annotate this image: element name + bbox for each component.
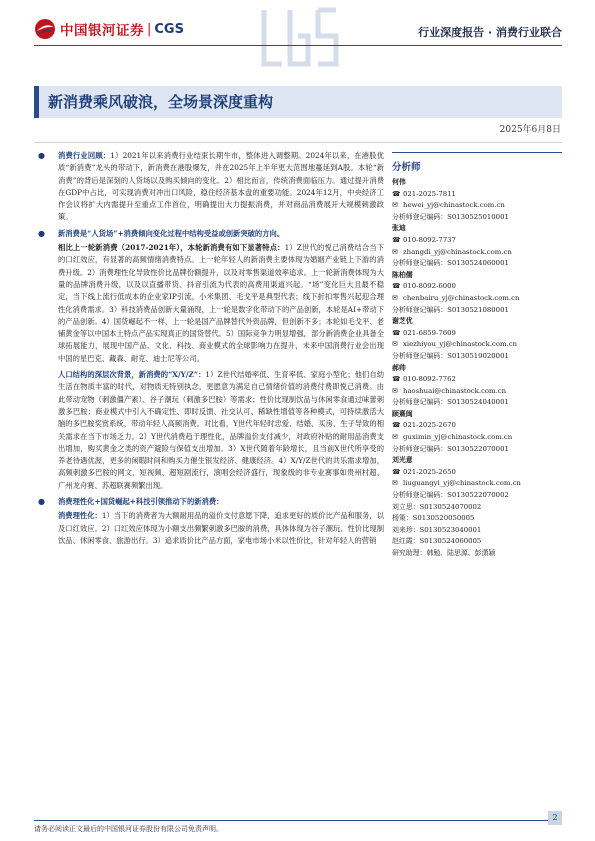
- phone-icon: ☎: [392, 421, 401, 430]
- phone-icon: ☎: [392, 328, 401, 337]
- section-industry-review: [34, 150, 384, 224]
- section-lead: 消费理性化+国货崛起+科技引领推动下的新消费：: [58, 497, 224, 507]
- subsection-text: 1）Z世代的悦己消费结合当下的口红效应，有显著的高频情绪消费特点。上一轮年轻人的新消费主要体现为婚姻产业链上下游的消费升级。2）消费理性化导致性价比品牌份额提升，以及对零售渠道效率追求。上一轮新消费体现为大量的品牌消费升级，以及以直播带货、抖音引流为代表的高费用渠道兴起。“场”变化巨大且最不稳定，当下线上流行低成本的企业家IP引流，小米集团、毛戈平是典型代表；线下折扣零售兴起迎合理性化消费需求。3）科技消费品创新大量涌现，上一轮是数字化带动下的产品创新，本轮是AI+带动下的产品创新。4）国货崛起不一样，上一轮是国产品牌替代外资品牌，但创新不多；本轮如毛戈平、老铺黄金等以中国本土特点产品实现真正的国货替代。5）国际竞争力明显增强，部分新消费企业具备全球拓展能力，展现中国产品、文化、科技、商业模式的全球影响力在提升，未来中国消费行业会出现中国的星巴克、藏森、耐克、迪士尼等公司。: [58, 243, 384, 363]
- analyst-name-row: [392, 223, 562, 235]
- analyst-registration-row: [392, 397, 562, 409]
- analyst-phone: 010-8092-7737: [403, 235, 456, 244]
- page-header: [0, 0, 595, 70]
- analyst-entry: [392, 455, 562, 501]
- subsection-comparison: [34, 242, 384, 365]
- additional-analysts: [392, 502, 562, 560]
- analyst-email-row: [392, 293, 562, 305]
- section-lead: 新消费是“人货场”+消费倾向变化过程中结构受益或创新突破的方向。: [58, 228, 285, 238]
- email-icon: ✉: [392, 479, 398, 488]
- email-icon: ✉: [392, 247, 398, 256]
- phone-icon: ☎: [392, 189, 401, 198]
- analyst-name-row: [392, 409, 562, 421]
- disclaimer-text: 请务必阅读正文最后的中国银河证券股份有限公司免责声明。: [34, 825, 223, 833]
- analyst-phone: 021-2025-7811: [403, 189, 456, 198]
- analyst-email[interactable]: liuguangyi_yj@chinastock.com.cn: [403, 479, 521, 488]
- analyst-phone: 010-8092-6000: [403, 282, 456, 291]
- analyst-email[interactable]: hewei_yj@chinastock.com.cn: [403, 201, 505, 210]
- email-icon: ✉: [392, 201, 398, 210]
- analyst-registration-row: [392, 305, 562, 317]
- analyst-heading: 分析师: [392, 162, 421, 173]
- analyst-extra-line: 刘立思：S0130524070002: [392, 502, 482, 511]
- logo-cn-text: 中国银河证券: [60, 23, 144, 39]
- subsection-lead: 消费理性化：: [58, 511, 102, 521]
- analyst-name: 谢芝优: [392, 317, 413, 326]
- subsection-lead: 人口结构的深层次背景，新消费的“X/Y/Z”：: [58, 370, 206, 380]
- analyst-entry: [392, 177, 562, 223]
- analyst-name: 张迪: [392, 224, 406, 233]
- analyst-phone-row: [392, 420, 562, 432]
- analyst-phone-row: [392, 189, 562, 201]
- subsection-rationalization: [34, 510, 384, 547]
- analyst-name: 郝帅: [392, 363, 406, 372]
- analyst-registration: 分析师登记编码：S0130522070002: [392, 491, 509, 500]
- analyst-registration: 分析师登记编码：S0130522070001: [392, 444, 509, 453]
- analyst-name: 何伟: [392, 178, 406, 186]
- report-date: 2025年6月8日: [499, 125, 561, 135]
- analyst-email[interactable]: guximin_yj@chinastock.com.cn: [403, 433, 513, 442]
- email-icon: ✉: [392, 433, 398, 442]
- analyst-email-row: [392, 247, 562, 259]
- phone-icon: ☎: [392, 282, 401, 291]
- subsection-lead: 相比上一轮新消费（2017-2021年），本轮新消费有如下显著特点：: [58, 243, 285, 253]
- analyst-registration-row: [392, 212, 562, 224]
- analyst-registration: 分析师登记编码：S0130524040001: [392, 398, 509, 407]
- logo-separator: |: [147, 21, 152, 37]
- analyst-entry: [392, 363, 562, 409]
- phone-icon: ☎: [392, 467, 401, 476]
- analyst-email-row: [392, 386, 562, 398]
- analyst-extra-line: 刘来珍：S0130523040001: [392, 525, 482, 534]
- analyst-name: 顾熹闽: [392, 409, 413, 418]
- section-text: 1）2021年以来消费行业结束长期牛市，整体进入调整期。2024年以来，在港股优质“新消费”龙头的带动下，新消费在港股爆发，并在2025年上半年更大范围地蔓延到A股。本轮“新消费”的背后是深刻的人货场以及购买倾向的变化。2）相比而言，传统消费面临压力。通过提升消费在GDP中占比，可实现消费对冲出口风险，稳住经济基本盘的重要功能。2024年12月，中央经济工作会议将扩大内需提升至重点工作首位，明确提出大力提振消费，并对商品消费展开大规模刺激政策。: [58, 151, 385, 222]
- page-number: 2: [548, 811, 562, 825]
- page-footer: [34, 813, 562, 835]
- analyst-phone-row: [392, 328, 562, 340]
- subsection-demographics: [34, 369, 384, 492]
- analyst-registration: 分析师登记编码：S0130521080001: [392, 305, 509, 314]
- analyst-phone-row: [392, 374, 562, 386]
- bullet-dot-icon: ●: [38, 228, 45, 238]
- title-accent-bar: [34, 86, 39, 118]
- analyst-name-row: [392, 455, 562, 467]
- analyst-phone: 021-2025-2650: [403, 467, 456, 476]
- analyst-extra-line: 赵红霞：S0130524060005: [392, 537, 482, 546]
- analyst-name-row: [392, 316, 562, 328]
- analyst-registration-row: [392, 258, 562, 270]
- analyst-phone: 021-6859-7609: [403, 328, 456, 337]
- analyst-entry: [392, 409, 562, 455]
- analyst-email[interactable]: zhangdi_yj@chinastock.com.cn: [403, 247, 512, 256]
- analyst-email-row: [392, 339, 562, 351]
- analyst-registration: 分析师登记编码：S0130524060001: [392, 259, 509, 268]
- analyst-registration-row: [392, 490, 562, 502]
- phone-icon: ☎: [392, 235, 401, 244]
- brand-logo: [34, 18, 184, 40]
- analyst-name-row: [392, 270, 562, 282]
- email-icon: ✉: [392, 340, 398, 349]
- page-title: 新消费乘风破浪，全场景深度重构: [48, 93, 274, 111]
- section-rational-consumption: [34, 496, 384, 508]
- analyst-email[interactable]: xiezhiyou_yj@chinastock.com.cn: [403, 340, 518, 349]
- main-content: [34, 150, 384, 547]
- title-divider: [34, 142, 562, 143]
- subsection-text: 1）当下的消费者为大额耐用品的溢价支付意愿下降，追求更好的质价比产品和服务，以及口红效应。2）口红效应体现为小额支出频繁刺激多巴胺的消费，具体体现为谷子潮玩、性价比现制饮品、休闲零食、旅游出行。3）追求质价比产品方面，家电市场小米以性价比，针对年轻人的营销: [58, 511, 385, 545]
- analyst-registration-row: [392, 351, 562, 363]
- logo-en-text: CGS: [154, 21, 184, 37]
- report-type-label: 行业深度报告 · 消费行业联合: [418, 26, 562, 39]
- analyst-name-row: [392, 363, 562, 375]
- bullet-dot-icon: ●: [38, 497, 45, 507]
- bullet-dot-icon: ●: [38, 151, 45, 160]
- analyst-phone: 021-2025-2670: [403, 421, 456, 430]
- email-icon: ✉: [392, 386, 398, 395]
- header-divider: [34, 45, 562, 46]
- email-icon: ✉: [392, 293, 398, 302]
- analyst-registration: 分析师登记编码：S0130525010001: [392, 212, 509, 221]
- analyst-phone-row: [392, 281, 562, 293]
- analyst-email-row: [392, 200, 562, 212]
- phone-icon: ☎: [392, 375, 401, 384]
- analyst-phone-row: [392, 235, 562, 247]
- analyst-entry: [392, 270, 562, 316]
- section-lead: 消费行业回顾：: [58, 151, 111, 160]
- title-banner: [34, 86, 562, 118]
- analyst-email[interactable]: haoshuai@chinastock.com.cn: [403, 386, 507, 395]
- analyst-entry: [392, 316, 562, 362]
- analyst-email[interactable]: chenbairu_yj@chinastock.com.cn: [403, 293, 520, 302]
- analyst-phone-row: [392, 467, 562, 479]
- cgs-watermark-icon: [250, 4, 350, 70]
- analyst-sidebar: [392, 152, 562, 560]
- galaxy-logo-icon: [34, 18, 56, 40]
- analyst-phone: 010-8092-7762: [403, 375, 456, 384]
- section-new-consumption: [34, 228, 384, 240]
- analyst-name: 陈柏儒: [392, 270, 413, 279]
- analyst-name: 刘光意: [392, 456, 413, 465]
- subsection-text: 1）Z世代结婚率低、生育率低、家庭小型化；他们自幼生活在物质丰富的时代，对物质无特别执念，更愿意为满足自己情绪价值的消费付费即悦己消费。由此带动宠物（刺激僵产素）、谷子潮玩（刺激多巴胺）等需求；性价比现制饮品与休闲零食通过味蕾刺激多巴胺；商业模式中引入不确定性、即时反馈、社交认可、稀缺性增值等各种模式，可持续激活大脑的多巴胺奖赏系统，带动年轻人高频消费。对比看，Y世代年轻时忠爱、结婚、买房、生子导致的相关需求在当下市场乏力。2）Y世代消费趋于理性化，品牌溢价支付减少，对政府补贴的耐用品消费支出增加，购买黄金之类的资产避险与保值支出增加。3）X世代随着年龄增长，且当前X世代所享受的养老待遇优渥，更多的闲暇时间和购买力催生银发经济、健康经济。4）X/Y/Z世代的共乐需求增加，高频刺激多巴胺的网文、短视频、超短剧流行，演唱会经济盛行，现象级的非专业赛事如贵州村超、广州龙舟赛、苏超联赛频繁出现。: [58, 370, 385, 490]
- analyst-registration: 分析师登记编码：S0130519020001: [392, 351, 509, 360]
- analyst-extra-line: 杨策：S0130520050005: [392, 514, 475, 523]
- analyst-registration-row: [392, 444, 562, 456]
- analyst-extra-line: 研究助理：韩勉、陆思源、彭潇颖: [392, 549, 496, 557]
- analyst-list: [392, 177, 562, 502]
- analyst-email-row: [392, 478, 562, 490]
- analyst-email-row: [392, 432, 562, 444]
- analyst-entry: [392, 223, 562, 269]
- analyst-name-row: [392, 177, 562, 189]
